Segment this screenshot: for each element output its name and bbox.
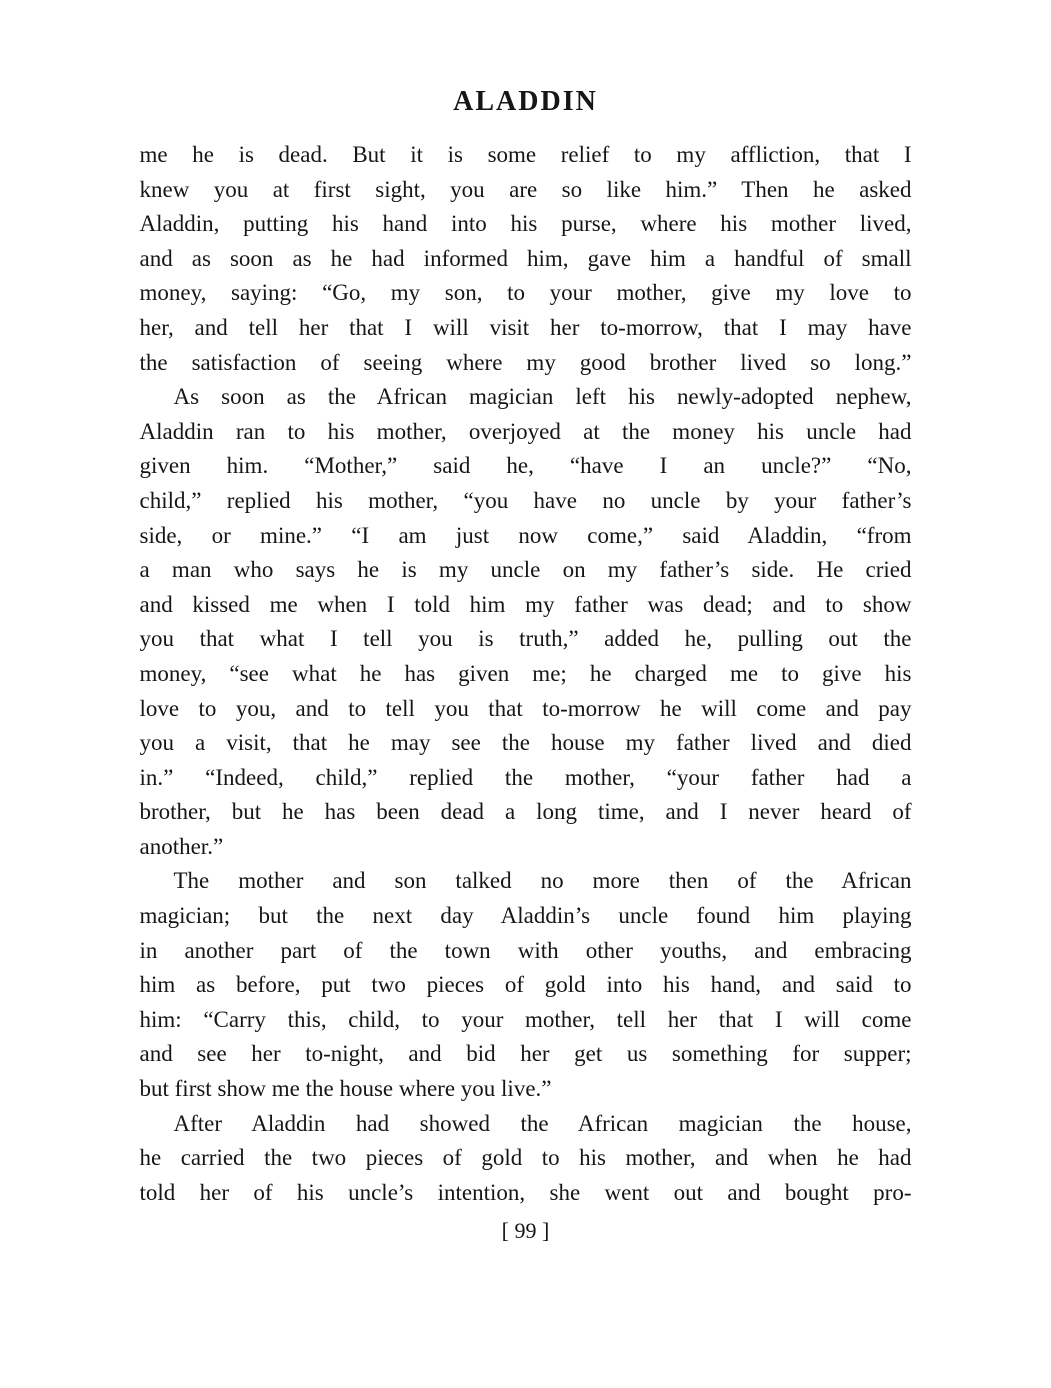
text-line: and as soon as he had informed him, gave him a handful of small xyxy=(139,245,912,271)
page-number: [ 99 ] xyxy=(501,1218,550,1244)
text-line: brother, but he has been dead a long time, and I never heard of xyxy=(139,799,912,825)
text-line: in another part of the town with other youths, and embracing xyxy=(139,937,912,963)
text-line: you that what I tell you is truth,” added he, pulling out the xyxy=(139,626,912,652)
text-line: her, and tell her that I will visit her to-morrow, that I may have xyxy=(139,314,912,340)
text-line: As soon as the African magician left his newly-adopted nephew, xyxy=(173,384,912,410)
text-line: a man who says he is my uncle on my father’s side. He cried xyxy=(139,557,912,583)
body-text xyxy=(140,138,912,1210)
text-line: child,” replied his mother, “you have no uncle by your father’s xyxy=(139,487,912,513)
text-line: The mother and son talked no more then of the African xyxy=(173,868,912,894)
text-line: in.” “Indeed, child,” replied the mother, “your father had a xyxy=(139,764,912,790)
text-line: love to you, and to tell you that to-morrow he will come and pay xyxy=(139,695,912,721)
text-line: but first show me the house where you live.” xyxy=(139,1076,552,1102)
text-line: me he is dead. But it is some relief to my affliction, that I xyxy=(139,142,912,167)
text-line: money, saying: “Go, my son, to your mother, give my love to xyxy=(139,280,912,306)
text-line: knew you at first sight, you are so like him.” Then he asked xyxy=(139,176,912,202)
text-line: money, “see what he has given me; he charged me to give his xyxy=(139,660,912,686)
text-line: him as before, put two pieces of gold into his hand, and said to xyxy=(139,972,912,998)
text-line: side, or mine.” “I am just now come,” said Aladdin, “from xyxy=(139,522,912,548)
text-line: you a visit, that he may see the house my father lived and died xyxy=(139,730,912,756)
text-line: given him. “Mother,” said he, “have I an uncle?” “No, xyxy=(139,453,912,479)
text-line: him: “Carry this, child, to your mother, tell her that I will come xyxy=(139,1006,912,1032)
text-line: and kissed me when I told him my father was dead; and to show xyxy=(139,591,912,617)
text-line: another.” xyxy=(139,833,224,859)
page-title: ALADDIN xyxy=(453,86,598,117)
text-line: he carried the two pieces of gold to his mother, and when he had xyxy=(139,1145,912,1171)
text-line: and see her to-night, and bid her get us something for supper; xyxy=(139,1041,912,1067)
text-line: Aladdin ran to his mother, overjoyed at the money his uncle had xyxy=(139,418,912,444)
text-line: the satisfaction of seeing where my good brother lived so long.” xyxy=(139,349,912,375)
text-line: magician; but the next day Aladdin’s uncle found him playing xyxy=(139,903,912,929)
text-line: After Aladdin had showed the African magician the house, xyxy=(173,1110,912,1136)
text-line: told her of his uncle’s intention, she went out and bought pro- xyxy=(139,1179,912,1205)
text-line: Aladdin, putting his hand into his purse, where his mother lived, xyxy=(139,211,912,237)
